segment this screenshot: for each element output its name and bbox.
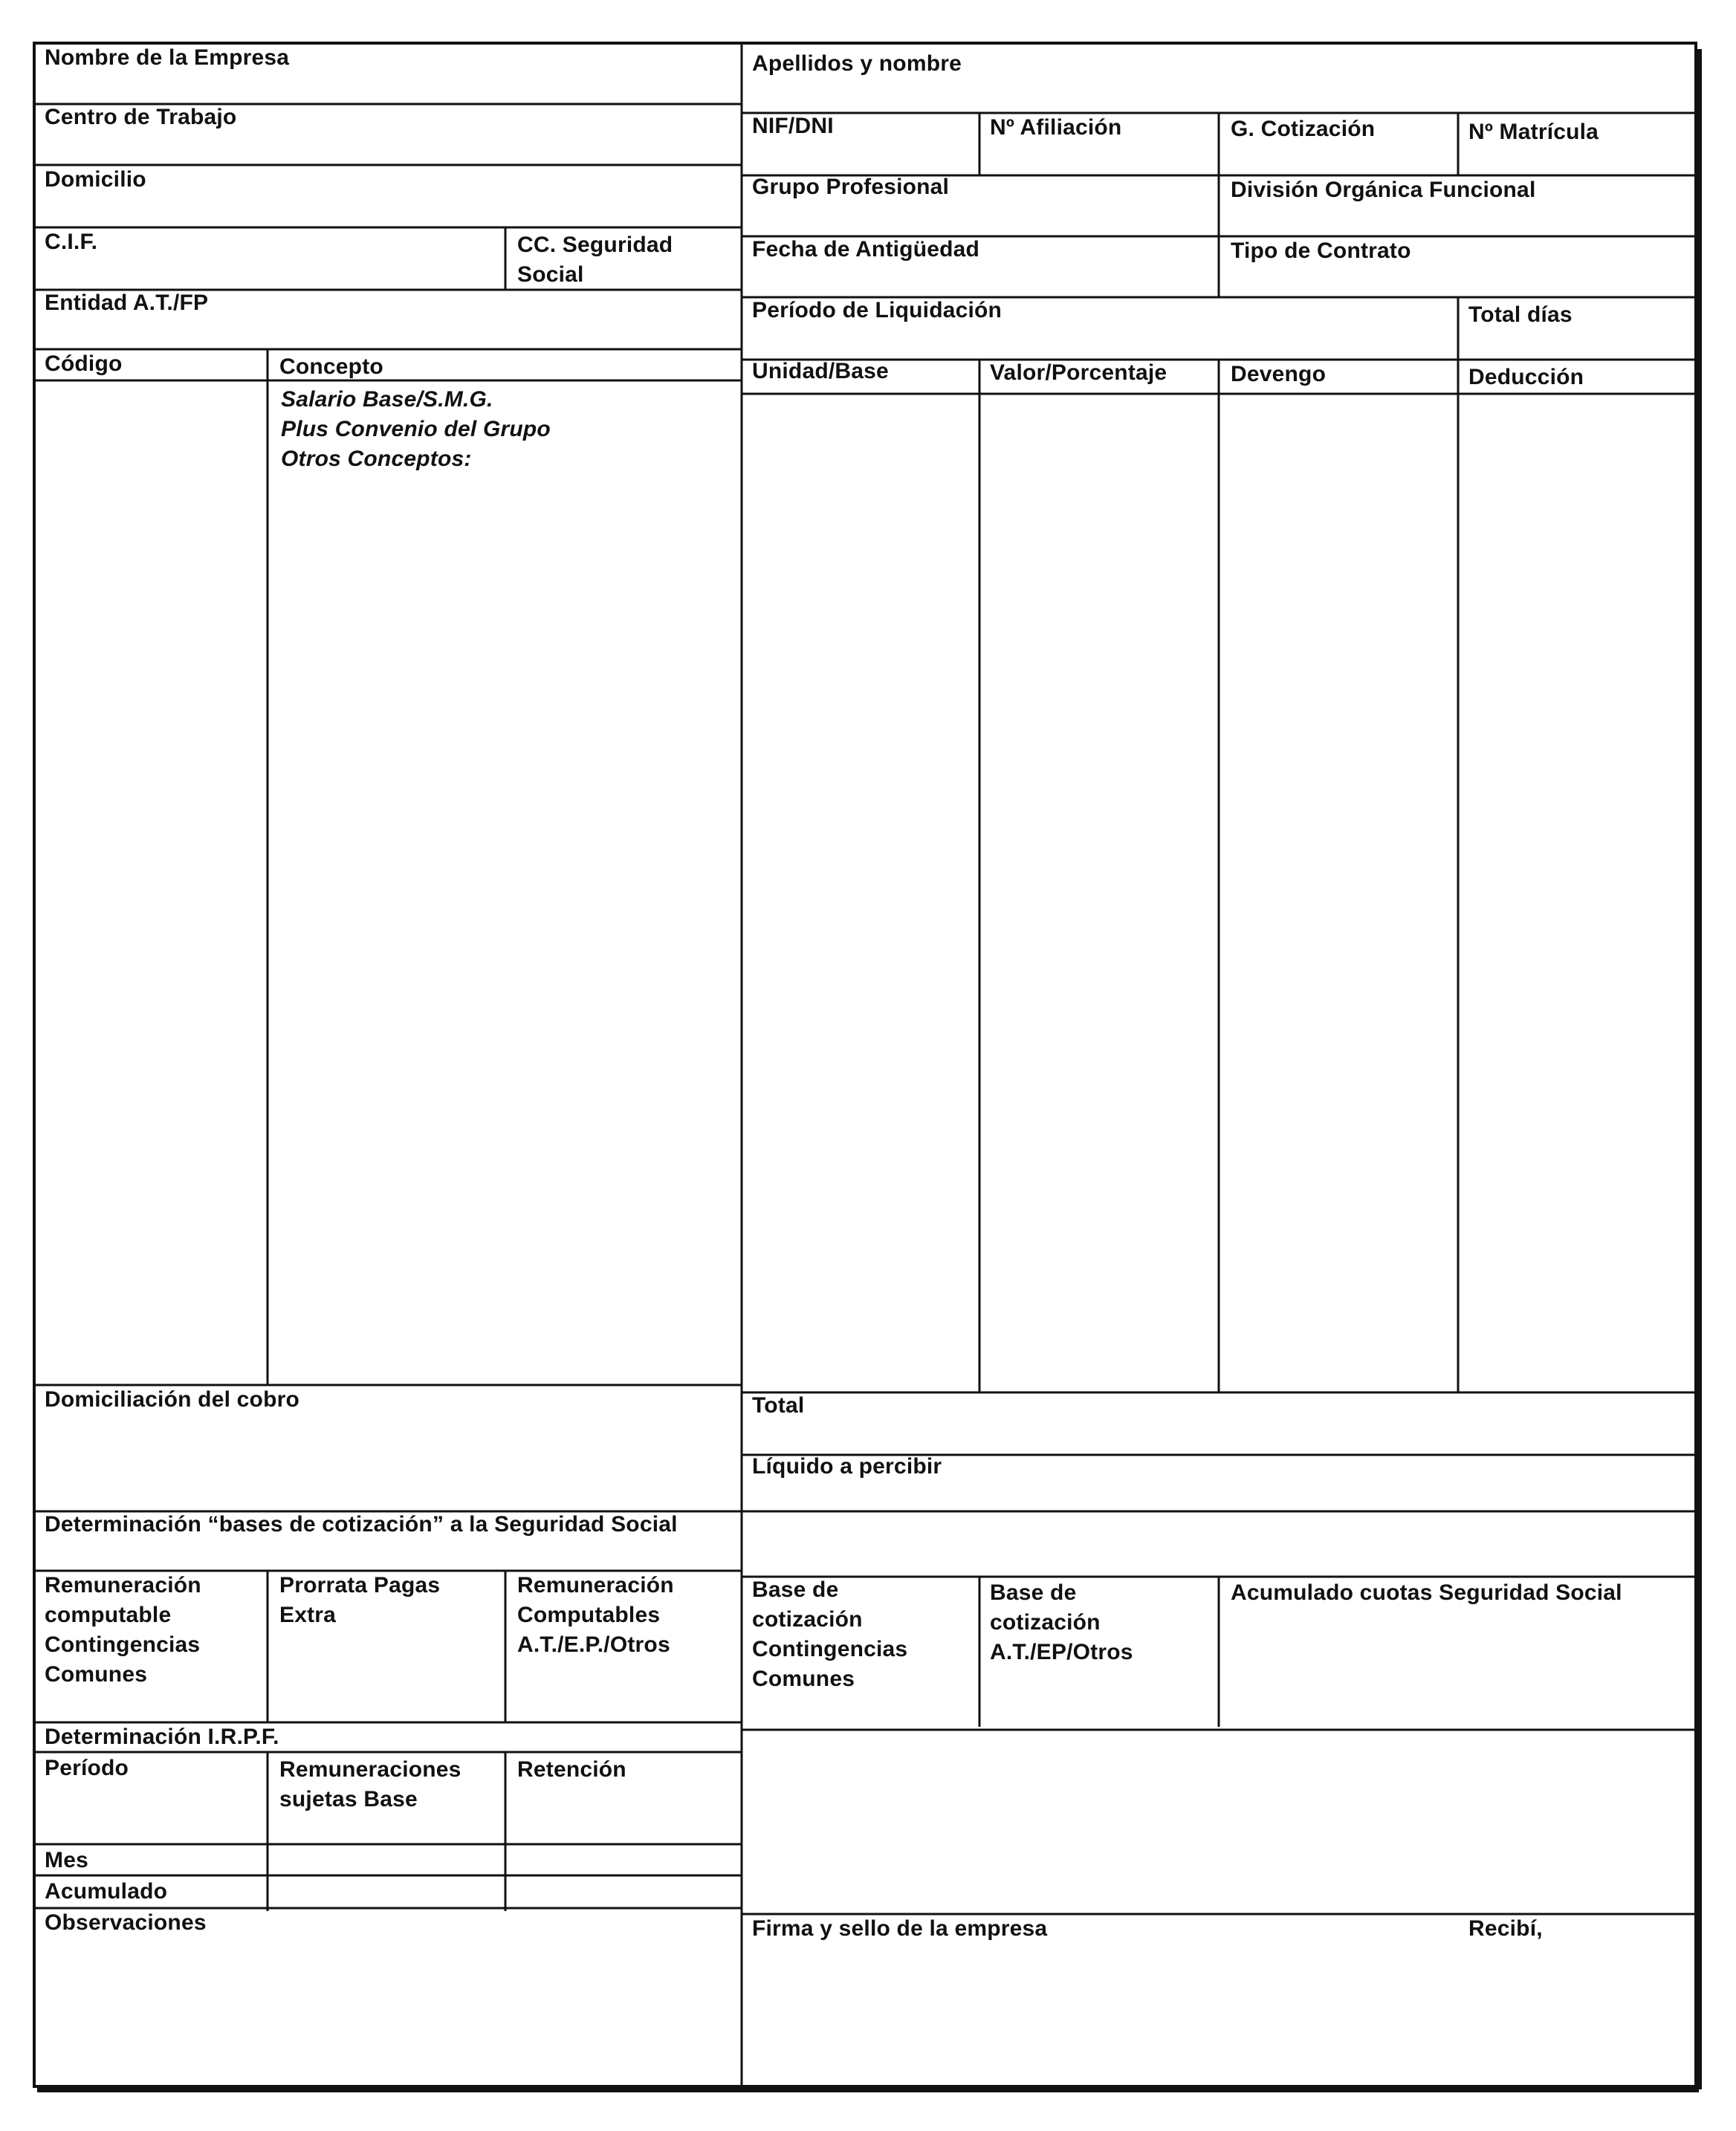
col-header-codigo: Código — [45, 351, 123, 376]
label-recibi: Recibí, — [1468, 1916, 1543, 1941]
label-fecha-antiguedad: Fecha de Antigüedad — [752, 237, 980, 262]
bases-col1-line1: Remuneración — [45, 1573, 201, 1598]
label-total: Total — [752, 1393, 805, 1418]
label-irpf-periodo: Período — [45, 1756, 129, 1780]
label-irpf-remuneraciones-1: Remuneraciones — [279, 1757, 461, 1782]
label-cif: C.I.F. — [45, 230, 98, 254]
bases-col4-line2: cotización — [752, 1607, 863, 1632]
label-observaciones: Observaciones — [45, 1910, 207, 1935]
label-grupo-profesional: Grupo Profesional — [752, 175, 950, 199]
label-domiciliacion: Domiciliación del cobro — [45, 1387, 299, 1412]
bases-col2-line1: Prorrata Pagas — [279, 1573, 441, 1598]
label-periodo-liquidacion: Período de Liquidación — [752, 298, 1003, 322]
label-irpf-remuneraciones-2: sujetas Base — [279, 1787, 418, 1811]
label-irpf-title: Determinación I.R.P.F. — [45, 1725, 279, 1749]
bases-col1-line2: computable — [45, 1603, 172, 1627]
bases-col1-line3: Contingencias — [45, 1632, 201, 1657]
bases-col3-line2: Computables — [517, 1603, 661, 1627]
col-header-unidad-base: Unidad/Base — [752, 359, 889, 383]
col-header-deduccion: Deducción — [1468, 365, 1584, 389]
label-bases-cotizacion-title: Determinación “bases de cotización” a la Seguridad Social — [45, 1512, 678, 1537]
bases-col3-line3: A.T./E.P./Otros — [517, 1632, 670, 1657]
label-apellidos-nombre: Apellidos y nombre — [752, 51, 962, 76]
col-header-valor-porcentaje: Valor/Porcentaje — [990, 360, 1167, 385]
label-nombre-empresa: Nombre de la Empresa — [45, 45, 290, 70]
concept-plus-convenio: Plus Convenio del Grupo — [281, 417, 551, 441]
label-irpf-acumulado: Acumulado — [45, 1879, 168, 1904]
concept-salario-base: Salario Base/S.M.G. — [281, 387, 493, 412]
label-nif-dni: NIF/DNI — [752, 114, 834, 138]
bases-col6-acumulado: Acumulado cuotas Seguridad Social — [1231, 1580, 1622, 1605]
bases-col5-line1: Base de — [990, 1580, 1077, 1605]
label-tipo-contrato: Tipo de Contrato — [1231, 239, 1411, 263]
label-centro-trabajo: Centro de Trabajo — [45, 105, 237, 129]
label-n-afiliacion: Nº Afiliación — [990, 115, 1122, 140]
label-entidad: Entidad A.T./FP — [45, 291, 209, 315]
bases-col2-line2: Extra — [279, 1603, 337, 1627]
label-total-dias: Total días — [1468, 302, 1573, 327]
label-g-cotizacion: G. Cotización — [1231, 117, 1376, 141]
bases-col4-line3: Contingencias — [752, 1637, 908, 1661]
label-liquido-percibir: Líquido a percibir — [752, 1454, 942, 1479]
label-irpf-mes: Mes — [45, 1848, 88, 1872]
bases-col5-line3: A.T./EP/Otros — [990, 1640, 1133, 1664]
label-firma-sello: Firma y sello de la empresa — [752, 1916, 1048, 1941]
bases-col4-line1: Base de — [752, 1577, 839, 1602]
label-division-organica: División Orgánica Funcional — [1231, 178, 1536, 202]
label-cc-seguridad-2: Social — [517, 262, 584, 287]
bases-col1-line4: Comunes — [45, 1662, 148, 1687]
col-header-concepto: Concepto — [279, 354, 383, 379]
bases-col3-line1: Remuneración — [517, 1573, 674, 1598]
col-header-devengo: Devengo — [1231, 362, 1327, 386]
bases-col5-line2: cotización — [990, 1610, 1101, 1635]
bases-col4-line4: Comunes — [752, 1667, 855, 1691]
concept-otros: Otros Conceptos: — [281, 447, 472, 471]
label-domicilio: Domicilio — [45, 167, 146, 192]
label-irpf-retencion: Retención — [517, 1757, 626, 1782]
label-cc-seguridad-1: CC. Seguridad — [517, 233, 673, 257]
label-n-matricula: Nº Matrícula — [1468, 120, 1599, 144]
